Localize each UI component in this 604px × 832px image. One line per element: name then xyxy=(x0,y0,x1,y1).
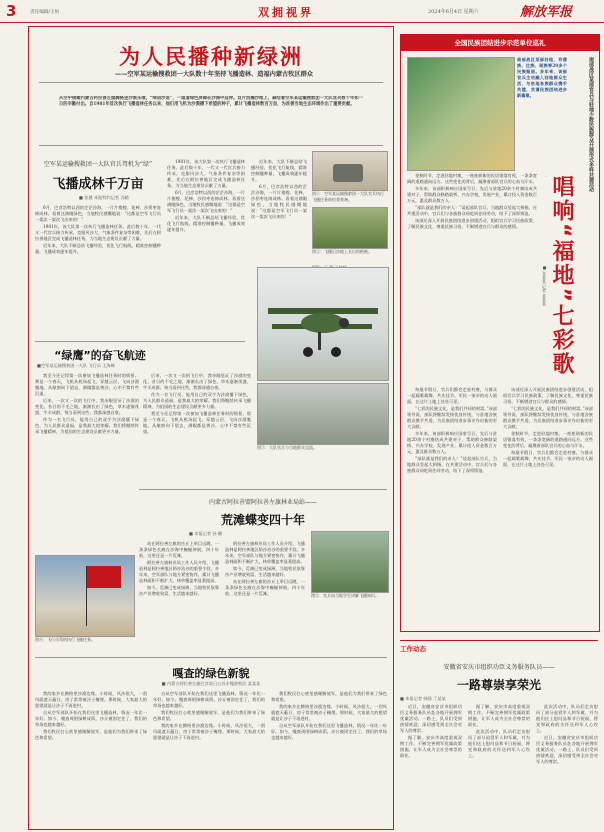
page-number: 3 xyxy=(6,2,17,20)
series-banner: 全国民族团结进步示范单位巡礼 xyxy=(401,35,599,51)
article1-body-col2 xyxy=(167,159,245,337)
paragraph: 后来，一次又一次的飞行中，我亲眼见证了沙漠的变化。昔日的不毛之地，渐渐长出了绿色，草木逐渐茂盛，牛羊成群。每当看到这些，我都深感自豪。 xyxy=(35,398,139,415)
paragraph: 后来，一次又一次的飞行中，我亲眼见证了沙漠的变化。昔日的不毛之地，渐渐长出了绿色，草木逐渐茂盛，牛羊成群。每当看到这些，我都深感自豪。 xyxy=(143,373,251,390)
caption-5: 图⑤：官兵向当地学生讲解飞播知识。 xyxy=(311,593,379,598)
paragraph: 每逢节假日，官兵们都会走进村寨，与群众一起载歌载舞，共庆佳节。军民一家亲的动人画面，在这片土地上处处可见。 xyxy=(407,387,497,404)
paragraph: 此次活动中，队员们走访慰问了部分退役军人和军属，并为他们送上慰问品和节日祝福，将党和政府的关怀送到军人心坎上。 xyxy=(468,729,530,758)
paragraph: 自从空军部队开始在我们这里飞播造林，情况一年比一年好。如今，嘎查周围绿树成荫，沙丘被固定住了，我们的草场也越来越好。 xyxy=(35,710,147,727)
paragraph: 我至今还记得第一次参加飞播造林任务时的情景。那是一个春天，飞机从机场起飞，穿越云层，飞向沙漠腹地。从舷窗向下望去，满眼都是黄沙，心中不禁有些沉重。 xyxy=(143,411,251,434)
paragraph: 据了解，安庆市高度重视双拥工作，不断完善拥军优属政策措施，让军人成为全社会尊崇的职业。 xyxy=(400,735,462,758)
article4-title: 嘎查的绿色新貌 xyxy=(172,667,250,680)
section-title: 双拥视界 xyxy=(258,6,314,19)
vertical-subtitle: 南部战区某部官兵与驻地少数民族群众开展形式多样共建活动 xyxy=(588,57,594,192)
paragraph: 作为一名飞行员，能用自己的双手为沙漠播下绿色，为人民群众造福，是我最大的荣耀。我们将继续传承飞播精神，为祖国的生态建设贡献更多力量。 xyxy=(143,392,251,409)
caption-1: 图①：空军某运输搜救团一大队官兵执行飞播任务前检查装备。 xyxy=(312,191,384,202)
right-lead: 南部战区某部驻地，有傣族、壮族、瑶族等20多个民族聚居。多年来，该部官兵主动融入驻地群众生活，与驻地各族群众携手共建，共谱民族团结进步新篇章。 xyxy=(517,57,567,98)
news-title: 一路尊崇享荣光 xyxy=(456,678,541,692)
article3-title: 荒滩蝶变四十年 xyxy=(220,513,305,527)
article4-body-col2 xyxy=(153,691,265,823)
paragraph: 近年来，大队不断总结飞播经验，优化飞行航线，精准控制播种量，飞播成效逐年提升。 xyxy=(167,215,245,232)
paragraph: 阿拉善左旗林业局工作人员介绍，飞播造林是阿拉善地区防沙治沙的重要手段。多年来，空军部队与地方紧密协作，累计飞播造林面积不断扩大，林草覆盖率显著提高。 xyxy=(225,541,305,564)
left-feature-frame xyxy=(28,26,394,830)
paragraph: 我们牧民打心底里感谢解放军，是他们为我们带来了绿色和希望。 xyxy=(153,710,265,721)
news-kicker: 安徽省安庆市组织功臣义务服务队员—— xyxy=(443,664,555,671)
work-news-section xyxy=(400,640,598,830)
editor-line: 责任编辑/王恒 xyxy=(30,10,60,15)
photo-flag xyxy=(35,555,135,637)
right-body-col2 xyxy=(503,387,593,627)
paragraph: 此次活动中，队员们走访慰问了部分退役军人和军属，并为他们送上慰问品和节日祝福，将党和政府的关怀送到军人心坎上。 xyxy=(536,704,598,733)
date-line: 2024年6月4日 星期六 xyxy=(428,9,479,15)
paragraph: 我们牧民打心底里感谢解放军，是他们为我们带来了绿色和希望。 xyxy=(35,729,147,740)
article2-byline: ■空军某运输搜救团一大队 飞行员 王海峰 xyxy=(37,363,115,368)
paragraph: 我至今还记得第一次参加飞播造林任务时的情景。那是一个春天，飞机从机场起飞，穿越云层，飞向沙漠腹地。从舷窗向下望去，满眼都是黄沙，心中不禁有些沉重。 xyxy=(35,373,139,396)
divider xyxy=(35,657,387,658)
paragraph: 该部还深入开展民族团结进步创建活动，组织官兵学习民族政策、了解民族文化、尊重民族习俗，不断增进官兵与群众的感情。 xyxy=(503,387,593,404)
paragraph: 多年来，该部积极响应国家号召，先后与驻地20余个村寨结成共建对子，帮助群众修路架桥、兴办学校、发展产业，累计投入资金数百万元，惠及群众数万人。 xyxy=(407,431,497,454)
article4-body xyxy=(35,691,147,823)
paragraph: 近日，安徽省安庆市组织功臣义务服务队员赴各地开展拥军优属活动。一路上，队员们受到热情欢迎，深切感受到全社会对军人的尊崇。 xyxy=(536,735,598,764)
red-flag-icon xyxy=(87,566,121,588)
section-label: 工作动态 xyxy=(400,645,426,653)
paragraph: “七彩的民族文化，是我们共同的财富。”该部领导说，部队将继续发扬优良传统，与驻地各族群众携手共进，为民族团结进步事业作出新的更大贡献。 xyxy=(407,406,497,429)
photo-inspection xyxy=(312,151,388,191)
paragraph: 自从空军部队开始在我们这里飞播造林，情况一年比一年好。如今，嘎查周围绿树成荫，沙丘被固定住了，我们的草场也越来越好。 xyxy=(271,723,387,740)
paragraph: 多年来，该部积极响应国家号召，先后与驻地20余个村寨结成共建对子，帮助群众修路架桥、兴办学校、发展产业，累计投入资金数百万元，惠及群众数万人。 xyxy=(407,186,537,203)
article3-body-col2 xyxy=(225,541,305,649)
paragraph: 作为一名飞行员，能用自己的双手为沙漠播下绿色，为人民群众造福，是我最大的荣耀。我们将继续传承飞播精神，为祖国的生态建设贡献更多力量。 xyxy=(35,417,139,434)
paragraph: 自从空军部队开始在我们这里飞播造林，情况一年比一年好。如今，嘎查周围绿树成荫，沙丘被固定住了，我们的草场也越来越好。 xyxy=(153,691,265,708)
article4-byline: ■ 内蒙古阿拉善左旗巴彦诺日公苏木嘎查牧民 某某某 xyxy=(161,681,261,686)
photo-aircraft xyxy=(257,267,389,381)
article3-byline: ■ 本报记者 孙 鹏 xyxy=(189,531,223,536)
caption-3: 图③：大队官兵与当地群众交流。 xyxy=(257,445,317,450)
paragraph: 我的家乡在腾格里沙漠边缘。小时候，风沙很大，一刮风就遮天蔽日，房子常常被沙子掩埋。那时候，大家最大的愿望就是让沙子不再进村。 xyxy=(35,691,147,708)
paragraph: “七彩的民族文化，是我们共同的财富。”该部领导说，部队将继续发扬优良传统，与驻地各族群众携手共进，为民族团结进步事业作出新的更大贡献。 xyxy=(503,406,593,429)
aircraft-shape xyxy=(333,164,363,182)
paragraph: 每逢节假日，官兵们都会走进村寨，与群众一起载歌载舞，共庆佳节。军民一家亲的动人画面，在这片土地上处处可见。 xyxy=(503,450,593,467)
paragraph: 我们牧民打心底里感谢解放军，是他们为我们带来了绿色和希望。 xyxy=(271,691,387,702)
photo-green-land xyxy=(311,531,389,593)
paragraph: 6月，巴彦浩特以西的茫茫沙海，一片片梭梭、花棒、沙拐枣连绵成林。看着这满眼绿色，当地牧民感慨地说：“这都是空军飞行员一架次一架次飞出来的！” xyxy=(251,184,307,219)
news-byline: ■ 本报记者 韩强 丁某某 xyxy=(400,696,446,701)
article3-body xyxy=(139,541,219,649)
paragraph: 1981年，该大队第一次执行飞播造林任务。此后数十年，一代又一代官兵接力传承，克服风沙大、气象条件复杂等困难，先后在阿拉善地区完成飞播造林任务，为当地生态建设贡献了力量。 xyxy=(167,159,245,188)
article2-title: “绿鹰”的奋飞航迹 xyxy=(54,349,146,362)
right-byline: ■ 张某某 记者 某某某 xyxy=(542,265,547,306)
article1-body xyxy=(35,205,161,335)
article1-kicker: 空军某运输搜救团一大队官兵驾机为“绿” xyxy=(43,161,153,168)
photo-village xyxy=(407,57,515,171)
caption-4: 图④：飞行员驾机执行飞播任务。 xyxy=(35,637,95,642)
article2-body xyxy=(35,373,139,553)
divider xyxy=(35,341,245,342)
paragraph: 6月，巴彦浩特以西的茫茫沙海，一片片梭梭、花棒、沙拐枣连绵成林。看着这满眼绿色，当地牧民感慨地说：“这都是空军飞行员一架次一架次飞出来的！” xyxy=(35,205,161,222)
right-feature-frame xyxy=(400,34,600,632)
paragraph: 阿拉善左旗林业局工作人员介绍，飞播造林是阿拉善地区防沙治沙的重要手段。多年来，空军部队与地方紧密协作，累计飞播造林面积不断扩大，林草覆盖率显著提高。 xyxy=(139,560,219,583)
paragraph: 6月，巴彦浩特以西的茫茫沙海，一片片梭梭、花棒、沙拐枣连绵成林。看着这满眼绿色，当地牧民感慨地说：“这都是空军飞行员一架次一架次飞出来的！” xyxy=(167,190,245,213)
article4-body-col3 xyxy=(271,691,387,823)
paragraph: 如今，荒滩已变成绿洲，当地牧民依靠沙产业增收致富，生活越来越好。 xyxy=(225,566,305,577)
vertical-title: 唱响“福地”七彩歌 xyxy=(549,175,574,376)
divider xyxy=(39,145,383,146)
right-body-col1 xyxy=(407,387,497,627)
page-header xyxy=(0,0,604,23)
paragraph: 站在阿拉善左旗的沙丘上举目远眺，一条条绿色长廊在沙海中蜿蜒伸展。四十年前，这里还是一片荒滩。 xyxy=(139,541,219,558)
paragraph: 如今，荒滩已变成绿洲，当地牧民依靠沙产业增收致富，生活越来越好。 xyxy=(139,585,219,596)
paragraph: 近日，安徽省安庆市组织功臣义务服务队员赴各地开展拥军优属活动。一路上，队员们受到热情欢迎，深切感受到全社会对军人的尊崇。 xyxy=(400,704,462,733)
paragraph: 据了解，安庆市高度重视双拥工作，不断完善拥军优属政策措施，让军人成为全社会尊崇的职业。 xyxy=(468,704,530,727)
paragraph: 我的家乡在腾格里沙漠边缘。小时候，风沙很大，一刮风就遮天蔽日，房子常常被沙子掩埋。那时候，大家最大的愿望就是让沙子不再进村。 xyxy=(153,723,265,740)
paragraph: “部队就是我们的亲人！”谈起部队官兵，当地群众竖起大拇指。在共建活动中，官兵们与各族群众同吃同住同劳动，结下了深厚情谊。 xyxy=(407,456,497,473)
article1-title: 飞播成林千万亩 xyxy=(52,177,144,192)
news-body-col3 xyxy=(536,704,598,826)
paragraph: “部队就是我们的亲人！”谈起部队官兵，当地群众竖起大拇指。在共建活动中，官兵们与各族群众同吃同住同劳动，结下了深厚情谊。 xyxy=(407,205,537,216)
photo-students xyxy=(257,383,389,445)
paragraph: 近年来，大队不断总结飞播经验，优化飞行航线，精准控制播种量，飞播成效逐年提升。 xyxy=(35,243,161,254)
article3-kicker: 内蒙古阿拉善盟阿拉善左旗林业局站—— xyxy=(208,499,317,506)
paragraph: 近年来，大队不断总结飞播经验，优化飞行航线，精准控制播种量，飞播成效逐年提升。 xyxy=(251,159,307,182)
paragraph: 我的家乡在腾格里沙漠边缘。小时候，风沙很大，一刮风就遮天蔽日，房子常常被沙子掩埋。那时候，大家最大的愿望就是让沙子不再进村。 xyxy=(271,704,387,721)
divider xyxy=(139,489,387,490)
paragraph: 站在阿拉善左旗的沙丘上举目远眺，一条条绿色长廊在沙海中蜿蜒伸展。四十年前，这里还是一片荒滩。 xyxy=(225,579,305,596)
divider xyxy=(39,82,383,83)
main-title: 为人民播种新绿洲 xyxy=(119,45,303,69)
caption-2: 图②：飞播后沙地上长出的植被。 xyxy=(312,249,372,254)
paragraph: 该部还深入开展民族团结进步创建活动，组织官兵学习民族政策、了解民族文化、尊重民族习俗，不断增进官兵与群众的感情。 xyxy=(407,218,537,229)
news-body xyxy=(400,704,462,826)
newspaper-logo: 解放军报 xyxy=(520,5,573,20)
main-subtitle: ——空军某运输搜救团一大队数十年坚持飞播造林、造福内蒙古牧区群众 xyxy=(115,71,313,78)
biplane-icon xyxy=(258,268,388,380)
divider xyxy=(400,640,598,641)
paragraph: 金秋时节，走进驻地村寨，一座座崭新的民居错落有致，一条条宽阔的道路通向远方。这些变化的背后，凝聚着部队官兵的心血与汗水。 xyxy=(407,173,537,184)
photo-vegetation xyxy=(312,207,388,249)
paragraph: 1981年，该大队第一次执行飞播造林任务。此后数十年，一代又一代官兵接力传承，克服风沙大、气象条件复杂等困难，先后在阿拉善地区完成飞播造林任务，为当地生态建设贡献了力量。 xyxy=(35,224,161,241)
paragraph: 金秋时节，走进驻地村寨，一座座崭新的民居错落有致，一条条宽阔的道路通向远方。这些变化的背后，凝聚着部队官兵的心血与汗水。 xyxy=(503,431,593,448)
lead-paragraph: 从空中俯瞰内蒙古阿拉善左旗腾格里沙漠东缘，“绿进沙退”，一道道绿色屏障在沙海中延伸。这片浩瀚沙地上，凝结着空军某运输搜救团一大队官兵数十年如一日的辛勤付出。自1981年首次执行飞播造林任务以来，他们用飞机为沙漠播下希望的种子，累计飞播造林数百万亩，为改善当地生态环境作出了重要贡献。 xyxy=(59,96,363,107)
news-body-col2 xyxy=(468,704,530,826)
article1-byline: ■ 张健 本报特约记者 冯晓 xyxy=(79,195,129,200)
